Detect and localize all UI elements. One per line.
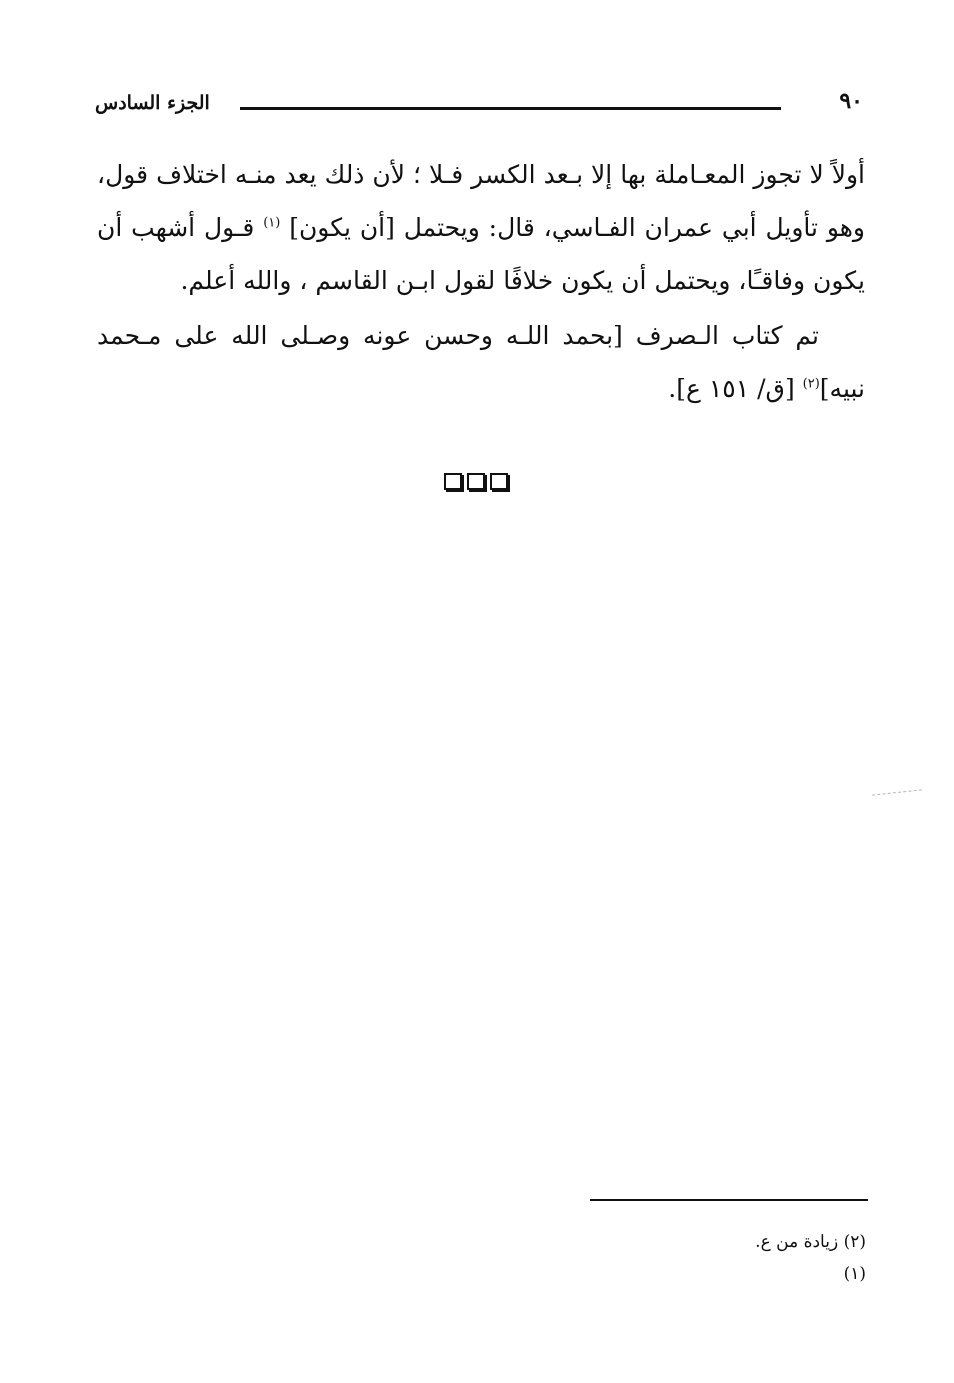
manuscript-reference: [ق/ ١٥١ ع].	[668, 374, 795, 403]
main-text	[97, 148, 865, 415]
paragraph-text: أولاً لا تجوز المعـاملة بها إلا بـعد الكسر فـلا ؛ لأن ذلك يعد منـه اختلاف قول، وهو تأويل أبي عمران الفـاسي، قال: ويحتمل [أن يكون]	[97, 160, 865, 242]
footnote-rule	[590, 1199, 868, 1201]
ornament-square-icon	[467, 473, 485, 490]
footnote: (٢) زيادة من ع.	[755, 1232, 866, 1252]
footnote-marker: (١)	[263, 215, 281, 231]
paragraph-text: قـول أشهب أن يكون وفاقـًا، ويحتمل أن يكون خلافًا لقول ابـن القاسم ، والله أعلم.	[97, 213, 865, 295]
ornament-square-icon	[490, 473, 508, 490]
footnotes	[590, 1226, 866, 1290]
paragraph	[97, 148, 865, 307]
page-number: ٩٠	[839, 88, 863, 114]
scan-artifact	[872, 789, 922, 796]
page-header	[95, 88, 863, 124]
paragraph-text: تم كتاب الـصرف [بحمد اللـه وحسن عونه وصـلى الله على مـحمد نبيه]	[97, 321, 865, 403]
closing-paragraph	[97, 309, 865, 415]
header-rule	[240, 107, 781, 110]
footnote: (١)	[843, 1264, 866, 1284]
volume-title: الجزء السادس	[95, 92, 210, 114]
section-end-ornament	[444, 473, 514, 493]
ornament-square-icon	[444, 473, 462, 490]
footnote-marker: (٢)	[802, 376, 820, 392]
